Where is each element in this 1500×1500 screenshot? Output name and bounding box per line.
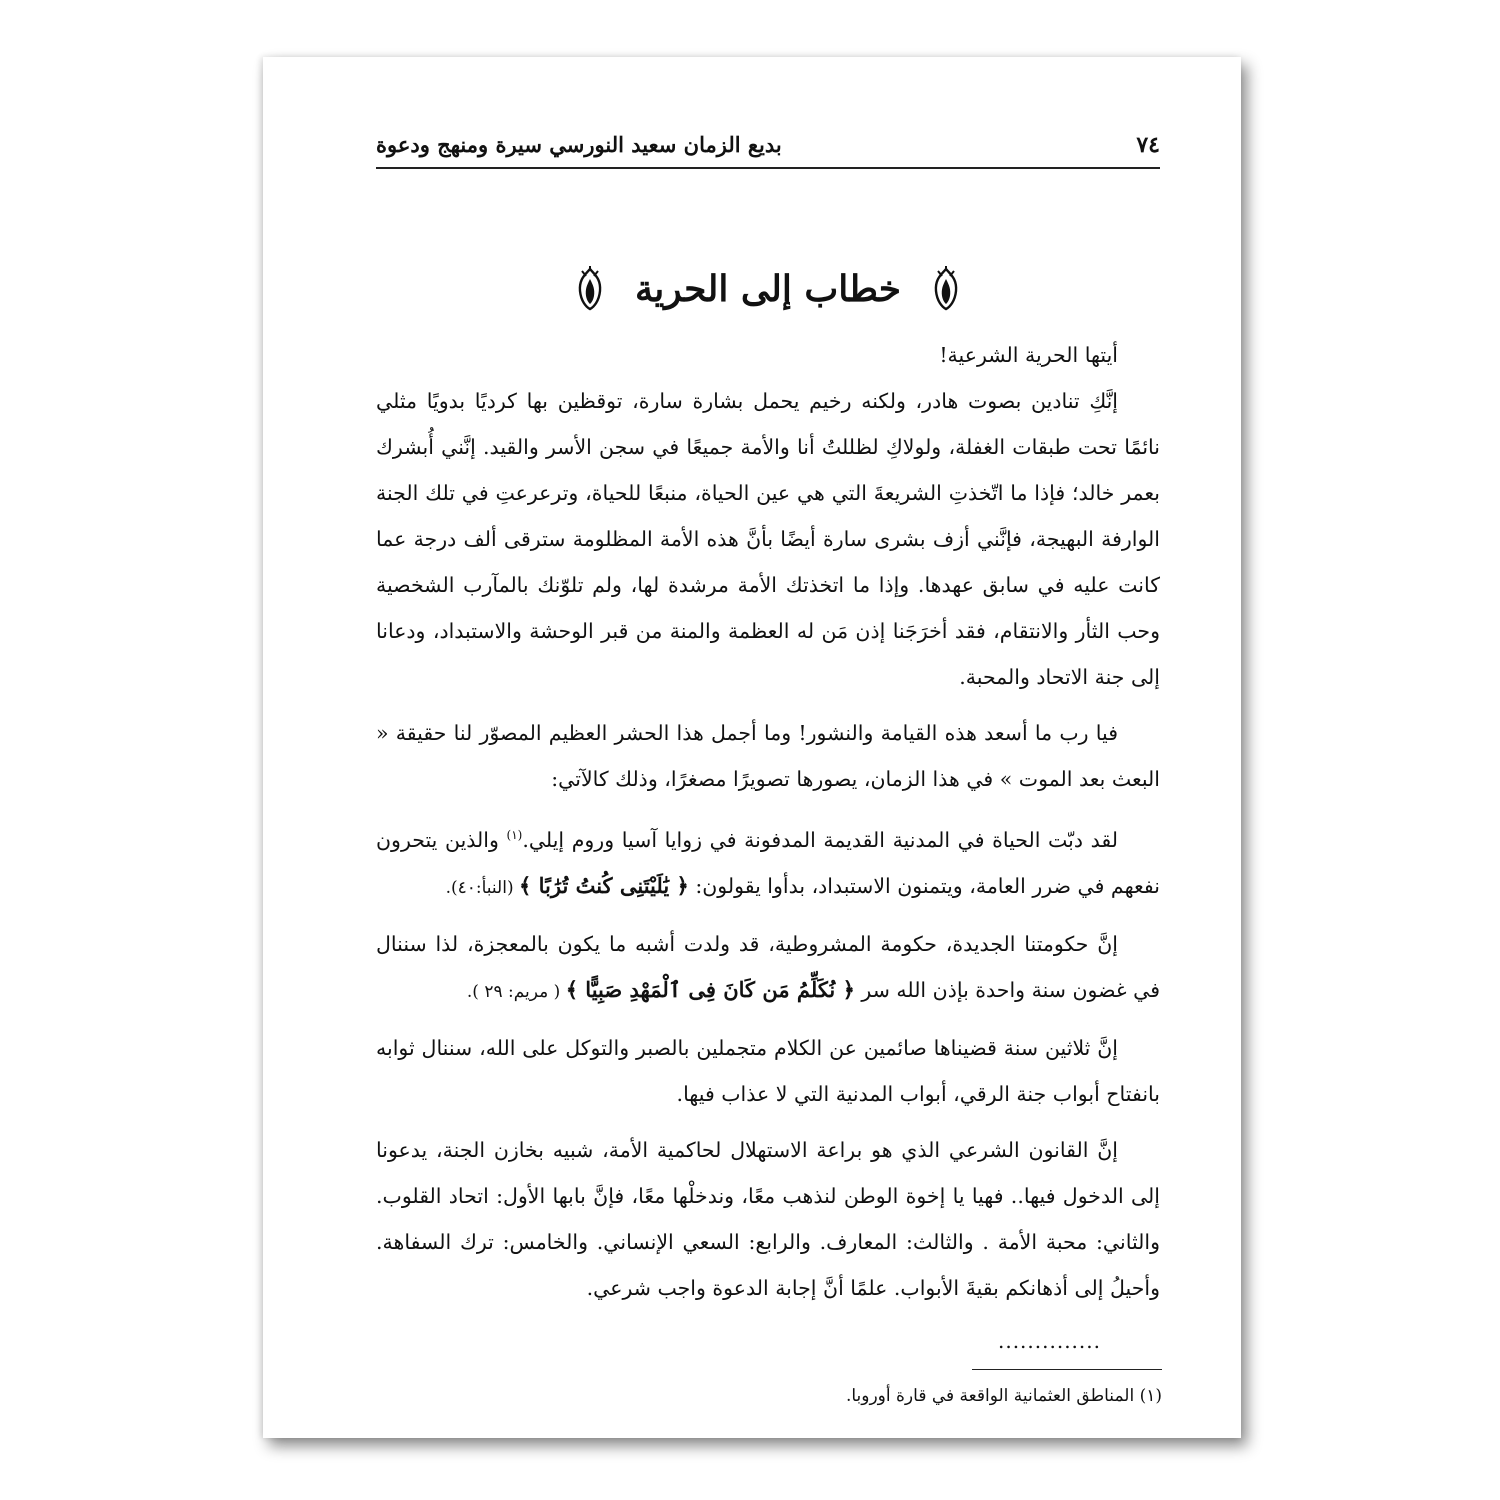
footnote-marker: (١) (506, 828, 523, 842)
chapter-heading (376, 257, 1160, 321)
floral-ornament-icon (573, 265, 607, 313)
paragraph: إنَّ القانون الشرعي الذي هو براعة الاستهلال لحاكمية الأمة، شبيه بخازن الجنة، يدعونا إلى الدخول فيها.. فهيا يا إخوة الوطن لنذهب معًا، وندخلْها معًا، فإنَّ بابها الأول: اتحاد القلوب. والثاني: محبة الأمة . والثالث: المعارف. والرابع: السعي الإنساني. والخامس: ترك السفاهة. وأحيلُ إلى أذهانكم بقيةَ الأبواب. علمًا أنَّ إجابة الدعوة واجب شرعي. (376, 1137, 1160, 1300)
paragraph: فيا رب ما أسعد هذه القيامة والنشور! وما أجمل هذا الحشر العظيم المصوّر لنا حقيقة « البعث بعد الموت » في هذا الزمان، يصورها تصويرًا مصغرًا، وذلك كالآتي: (376, 721, 1160, 791)
page-number: ٧٤ (1136, 132, 1160, 158)
paragraph-salutation: أيتها الحرية الشرعية! (939, 343, 1118, 367)
quran-verse: ﴿ نُكَلِّمُ مَن كَانَ فِى ٱلْمَهْدِ صَبِيًّا ﴾ (565, 976, 855, 1002)
footnote-divider (972, 1369, 1162, 1370)
paragraph: إنَّ ثلاثين سنة قضيناها صائمين عن الكلام متجملين بالصبر والتوكل على الله، سننال ثوابه بانفتاح أبواب جنة الرقي، أبواب المدنية التي لا عذاب فيها. (376, 1035, 1160, 1106)
body-text (376, 332, 1160, 1311)
floral-ornament-icon (929, 265, 963, 313)
running-title: بديع الزمان سعيد النورسي سيرة ومنهج ودعوة (376, 132, 782, 157)
chapter-title: خطاب إلى الحرية (634, 268, 902, 310)
book-page (263, 57, 1241, 1438)
paragraph: إنَّكِ تنادين بصوت هادر، ولكنه رخيم يحمل بشارة سارة، توقظين بها كرديًا بدويًا مثلي نائمًا تحت طبقات الغفلة، ولولاكِ لظللتُ أنا والأمة جميعًا في سجن الأسر والقيد. إنَّني أُبشرك بعمر خالد؛ فإذا ما اتّخذتِ الشريعةَ التي هي عين الحياة، منبعًا للحياة، وترعرعتِ في تلك الجنة الوارفة البهيجة، فإنَّني أزف بشرى سارة أيضًا بأنَّ هذه الأمة المظلومة سترقى ألف درجة عما كانت عليه في سابق عهدها. وإذا ما اتخذتك الأمة مرشدة لها، ولم تلوّنك بالمآرب الشخصية وحب الثأر والانتقام، فقد أخرَجَنا إذن مَن له العظمة والمنة من قبر الوحشة والاستبداد، ودعانا إلى جنة الاتحاد والمحبة. (376, 389, 1160, 689)
quran-verse: ﴿ يَٰلَيْتَنِى كُنتُ تُرَٰبًا ﴾ (519, 872, 689, 898)
verse-reference: ( مريم: ٢٩ ). (466, 981, 566, 1002)
verse-reference: (النبأ:٤٠). (445, 877, 519, 898)
paragraph-text: لقد دبّت الحياة في المدنية القديمة المدفونة في زوايا آسيا وروم إيلي. (522, 827, 1118, 852)
paragraph (376, 921, 1160, 1015)
paragraph-text: إنَّ حكومتنا الجديدة، حكومة المشروطية، قد ولدت أشبه ما يكون بالمعجزة، لذا سننال في غضون سنة واحدة بإذن الله سر (376, 931, 1160, 1002)
footnote: (١) المناطق العثمانية الواقعة في قارة أوروبا. (845, 1386, 1162, 1406)
page-header (376, 131, 1160, 169)
paragraph-text: والذين يتحرون نفعهم في ضرر العامة، ويتمنون الاستبداد، بدأوا يقولون: (376, 827, 1160, 898)
section-ellipsis: .............. (997, 1329, 1101, 1353)
paragraph (376, 812, 1160, 911)
